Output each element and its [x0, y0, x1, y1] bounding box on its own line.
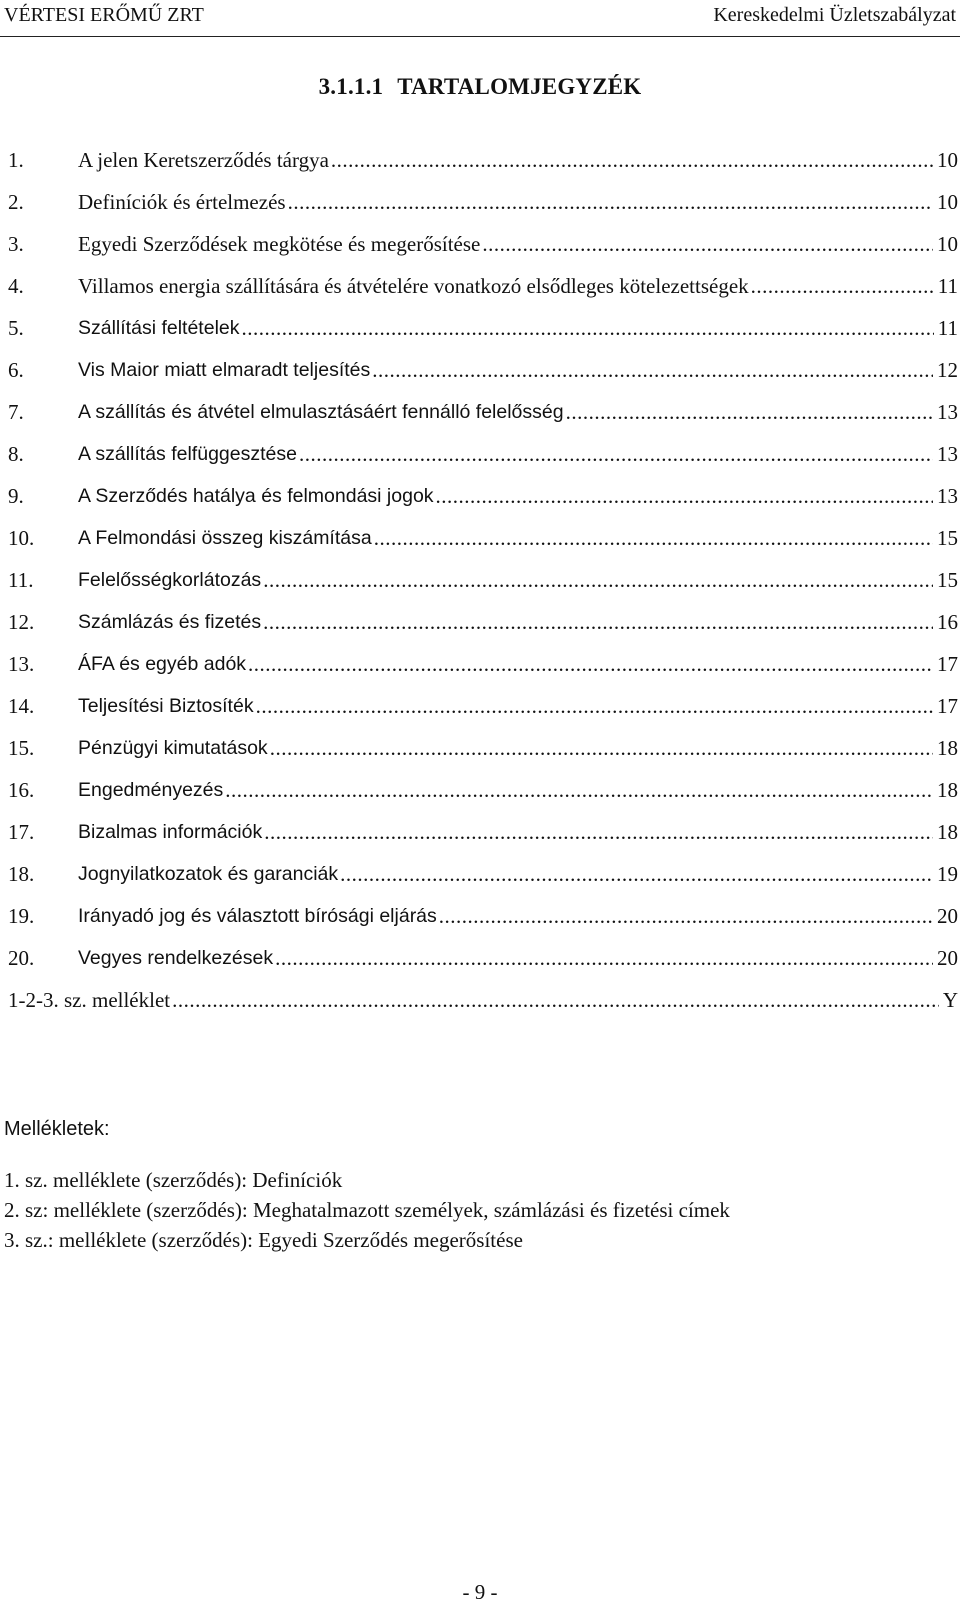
toc-entry-page: 13 — [937, 484, 958, 508]
toc-entry-number: 2. — [8, 190, 24, 214]
toc-entry-number: 18. — [8, 862, 35, 886]
toc-entry[interactable] — [8, 188, 958, 230]
toc-entry-page: 18 — [937, 778, 958, 802]
toc-entry-number: 12. — [8, 610, 35, 634]
leader-dots — [439, 902, 933, 930]
toc-entry-number: 9. — [8, 484, 24, 508]
toc-entry-number: 3. — [8, 232, 24, 256]
company-name: VÉRTESI ERŐMŰ ZRT — [4, 4, 204, 26]
leader-dots — [299, 440, 933, 468]
toc-entry-page: 13 — [937, 400, 958, 424]
toc-entry[interactable] — [8, 944, 958, 986]
toc-entry-page: 12 — [937, 358, 958, 382]
toc-title-number: 3.1.1.1 — [318, 74, 384, 99]
toc-entry-page: 17 — [937, 694, 958, 718]
leader-dots — [270, 734, 933, 762]
toc-entry-number: 19. — [8, 904, 35, 928]
toc-entry[interactable] — [8, 272, 958, 314]
toc-entry-label: Irányadó jog és választott bírósági eljárás — [78, 902, 439, 930]
toc-entry-page: 10 — [937, 232, 958, 256]
toc-entry-number: 4. — [8, 274, 24, 298]
toc-entry-label: A Szerződés hatálya és felmondási jogok — [78, 482, 436, 510]
toc-entry-page: 15 — [937, 568, 958, 592]
toc-entry-page: 13 — [937, 442, 958, 466]
toc-entry-number: 14. — [8, 694, 35, 718]
toc-entry-number: 1. — [8, 148, 24, 172]
toc-entry[interactable] — [8, 482, 958, 524]
table-of-contents — [8, 146, 958, 1028]
leader-dots — [482, 230, 933, 258]
toc-entry-label: Definíciók és értelmezés — [78, 190, 286, 214]
toc-entry[interactable] — [8, 356, 958, 398]
appendix-heading: Mellékletek: — [4, 1118, 110, 1140]
toc-entry-number: 16. — [8, 778, 35, 802]
toc-entry-number: 13. — [8, 652, 35, 676]
leader-dots — [566, 398, 933, 426]
toc-entry-label: A szállítás és átvétel elmulasztásáért fennálló felelősség — [78, 398, 566, 426]
toc-entry-label: Teljesítési Biztosíték — [78, 692, 256, 720]
toc-entry-page: 16 — [937, 610, 958, 634]
header-divider — [0, 36, 960, 37]
leader-dots — [340, 860, 933, 888]
toc-entry-page: 17 — [937, 652, 958, 676]
leader-dots — [242, 314, 934, 342]
toc-entry-number: 5. — [8, 316, 24, 340]
leader-dots — [331, 146, 933, 174]
toc-entry[interactable] — [8, 146, 958, 188]
toc-entry-number: 17. — [8, 820, 35, 844]
toc-entry[interactable] — [8, 734, 958, 776]
toc-entry-page: 15 — [937, 526, 958, 550]
appendix-item: 1. sz. melléklete (szerződés): Definíciók — [4, 1168, 343, 1192]
toc-entry[interactable] — [8, 398, 958, 440]
appendix-item: 2. sz: melléklete (szerződés): Meghatalmazott személyek, számlázási és fizetési címek — [4, 1198, 730, 1222]
toc-entry-page: 20 — [937, 946, 958, 970]
leader-dots — [263, 608, 933, 636]
toc-entry-page: 11 — [937, 316, 958, 340]
toc-entry[interactable] — [8, 776, 958, 818]
toc-entry-label: Pénzügyi kimutatások — [78, 734, 270, 762]
toc-entry-label: Szállítási feltételek — [78, 314, 242, 342]
leader-dots — [248, 650, 933, 678]
toc-entry-label: A szállítás felfüggesztése — [78, 440, 299, 468]
leader-dots — [225, 776, 933, 804]
toc-entry-page: 10 — [937, 148, 958, 172]
toc-entry[interactable] — [8, 440, 958, 482]
toc-entry-label: Jognyilatkozatok és garanciák — [78, 860, 340, 888]
toc-entry-page: 10 — [937, 190, 958, 214]
toc-entry-number: 10. — [8, 526, 35, 550]
toc-entry[interactable] — [8, 608, 958, 650]
leader-dots — [263, 566, 933, 594]
leader-dots — [751, 272, 934, 300]
page-header — [0, 4, 960, 32]
toc-entry[interactable] — [8, 314, 958, 356]
toc-entry[interactable] — [8, 902, 958, 944]
leader-dots — [264, 818, 933, 846]
appendix-list — [4, 1118, 954, 1255]
toc-entry[interactable] — [8, 230, 958, 272]
toc-entry-label: Felelősségkorlátozás — [78, 566, 263, 594]
toc-title-text: TARTALOMJEGYZÉK — [397, 74, 642, 99]
toc-entry[interactable] — [8, 524, 958, 566]
toc-entry-number: 8. — [8, 442, 24, 466]
leader-dots — [374, 524, 933, 552]
toc-entry-page: 11 — [937, 274, 958, 298]
toc-entry[interactable] — [8, 860, 958, 902]
toc-entry[interactable] — [8, 692, 958, 734]
toc-entry-label: Engedményezés — [78, 776, 225, 804]
toc-entry-page: 19 — [937, 862, 958, 886]
toc-entry-label: Vis Maior miatt elmaradt teljesítés — [78, 356, 372, 384]
toc-entry-label: A jelen Keretszerződés tárgya — [78, 148, 329, 172]
leader-dots — [288, 188, 933, 216]
leader-dots — [436, 482, 933, 510]
toc-entry-label: ÁFA és egyéb adók — [78, 650, 248, 678]
toc-entry-number: 20. — [8, 946, 35, 970]
toc-title — [0, 74, 960, 100]
toc-entry-page: 18 — [937, 820, 958, 844]
toc-entry-label: Egyedi Szerződések megkötése és megerősítése — [78, 232, 481, 256]
leader-dots — [256, 692, 933, 720]
toc-entry-page: 18 — [937, 736, 958, 760]
toc-entry-number: 1-2-3. sz. melléklet — [8, 988, 171, 1012]
document-title: Kereskedelmi Üzletszabályzat — [713, 4, 956, 26]
toc-entry-label: Számlázás és fizetés — [78, 608, 263, 636]
leader-dots — [372, 356, 933, 384]
toc-entry[interactable] — [8, 986, 958, 1028]
toc-entry-label: Villamos energia szállítására és átvételére vonatkozó elsődleges kötelezettségek — [78, 274, 749, 298]
appendix-item: 3. sz.: melléklete (szerződés): Egyedi Szerződés megerősítése — [4, 1228, 523, 1252]
toc-entry-number: 6. — [8, 358, 24, 382]
toc-entry[interactable] — [8, 650, 958, 692]
toc-entry-number: 15. — [8, 736, 35, 760]
toc-entry[interactable] — [8, 818, 958, 860]
leader-dots — [275, 944, 933, 972]
toc-entry-page: 20 — [937, 904, 958, 928]
leader-dots — [172, 986, 939, 1014]
toc-entry-label: Vegyes rendelkezések — [78, 944, 275, 972]
toc-entry-number: 7. — [8, 400, 24, 424]
toc-entry-label: A Felmondási összeg kiszámítása — [78, 524, 374, 552]
toc-entry-page: Y — [942, 988, 958, 1012]
page-number: - 9 - — [462, 1580, 498, 1604]
toc-entry-label: Bizalmas információk — [78, 818, 264, 846]
toc-entry[interactable] — [8, 566, 958, 608]
toc-entry-number: 11. — [8, 568, 34, 592]
